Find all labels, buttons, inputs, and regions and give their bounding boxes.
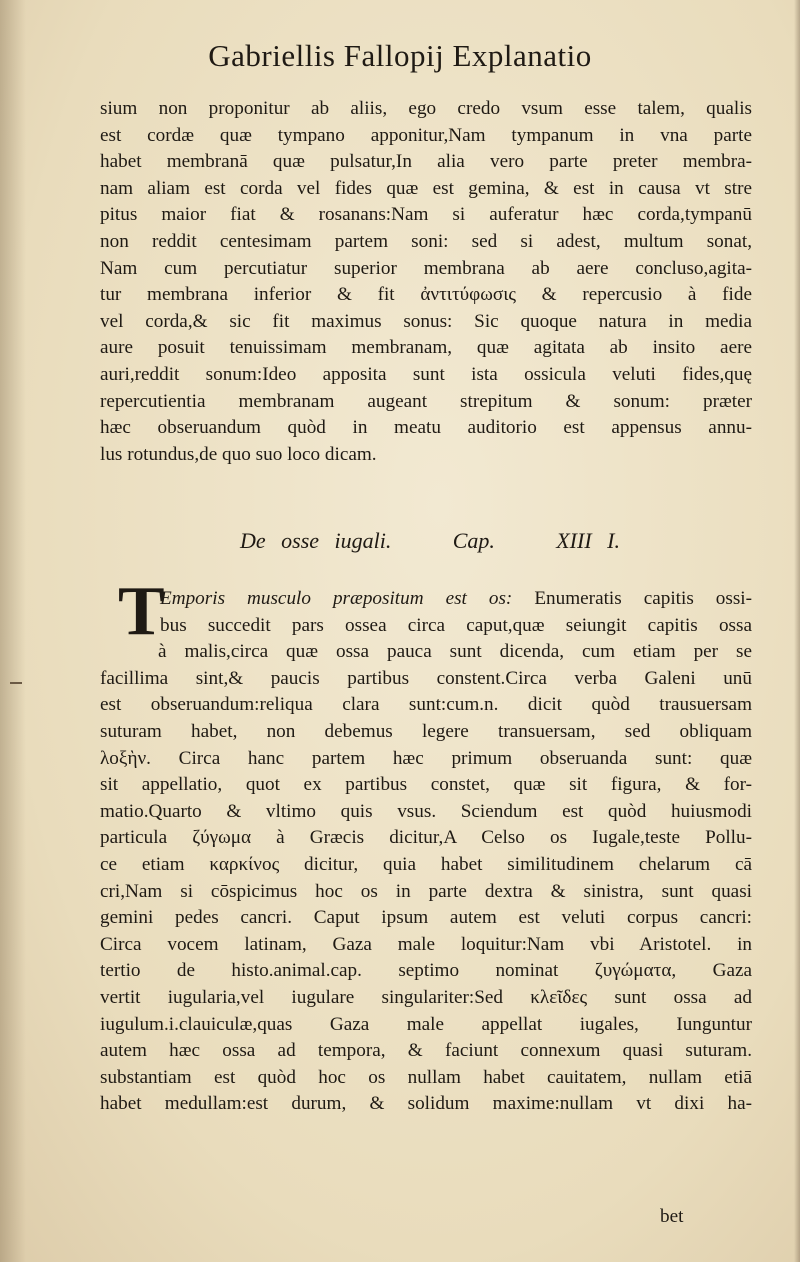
text-line: gemini pedes cancri. Caput ipsum autem est veluti corpus cancri: [100,907,752,929]
text-line: tur membrana inferior & fit ἀντιτύφωσις & repercusio à fide [100,284,752,306]
chapter-number: XIII I. [556,528,620,553]
chapter-title: De osse iugali. [240,528,392,553]
margin-mark [10,682,22,684]
text-line: hæc obseruandum quòd in meatu auditorio est appensus annu- [100,417,752,439]
text-line: repercutientia membranam augeant strepitum & sonum: præter [100,390,752,412]
text-line: auri,reddit sonum:Ideo apposita sunt ista ossicula veluti fides,quę [100,363,752,385]
text-line: bus succedit pars ossea circa caput,quæ seiungit capitis ossa [160,614,752,636]
text-line: facillima sint,& paucis partibus constent.Circa verba Galeni unū [100,667,752,689]
text-line: habet membranā quæ pulsatur,In alia vero parte preter membra- [100,151,752,173]
text-line: vertit iugularia,vel iugulare singulariter:Sed κλεῖδες sunt ossa ad [100,986,752,1008]
text-line: Nam cum percutiatur superior membrana ab aere concluso,agita- [100,257,752,279]
text-line: ce etiam καρκίνος dicitur, quia habet similitudinem chelarum cā [100,853,752,875]
lemma-continuation: Enumeratis capitis ossi- [534,588,753,609]
gutter-shadow [0,0,26,1262]
running-head: Gabriellis Fallopij Explanatio [208,38,592,73]
text-line: à malis,circa quæ ossa pauca sunt dicenda, cum etiam per se [158,641,752,663]
text-line: iugulum.i.clauiculæ,quas Gaza male appellat iugales, Iunguntur [100,1013,752,1035]
text-line: substantiam est quòd hoc os nullam habet cauitatem, nullam etiā [100,1066,752,1088]
text-line: sium non proponitur ab aliis, ego credo vsum esse talem, qualis [100,98,752,119]
paragraph-2 [100,586,752,1118]
text-line: aure posuit tenuissimam membranam, quæ agitata ab insito aere [100,337,752,359]
text-line: non reddit centesimam partem soni: sed si adest, multum sonat, [100,230,752,252]
lemma: Emporis musculo præpositum est os: [160,588,513,609]
text-line: particula ζύγωμα à Græcis dicitur,A Celso os Iugale,teste Pollu- [100,827,752,849]
text-line [100,586,752,613]
text-line: pitus maior fiat & rosanans:Nam si auferatur hæc corda,tympanū [100,204,752,226]
text-line: habet medullam:est durum, & solidum maxime:nullam vt dixi ha- [100,1093,752,1115]
text-line: est obseruandum:reliqua clara sunt:cum.n. dicit quòd trausuersam [100,694,752,716]
text-line: tertio de histo.animal.cap. septimo nominat ζυγώματα, Gaza [100,960,752,982]
text-line: suturam habet, non debemus legere transuersam, sed obliquam [100,720,752,742]
chapter-heading [240,528,620,554]
text-line: est cordæ quæ tympano apponitur,Nam tympanum in vna parte [100,124,752,146]
text-line: matio.Quarto & vltimo quis vsus. Sciendum est quòd huiusmodi [100,800,752,822]
chapter-cap-label: Cap. [452,528,495,553]
catchword: bet [660,1206,684,1227]
initial-capital: T [118,573,165,650]
text-line: Circa vocem latinam, Gaza male loquitur:Nam vbi Aristotel. in [100,933,752,955]
text-line: sit appellatio, quot ex partibus constet, quæ sit figura, & for- [100,774,752,796]
text-line: autem hæc ossa ad tempora, & faciunt connexum quasi suturam. [100,1040,752,1062]
page-edge [794,0,800,1262]
paragraph-1 [100,96,752,468]
paragraph-2-lines [100,613,752,1118]
text-line: cri,Nam si cōspicimus hoc os in parte dextra & sinistra, sunt quasi [100,880,752,902]
text-line: lus rotundus,de quo suo loco dicam. [100,443,377,465]
text-line: λοξὴν. Circa hanc partem hæc primum obseruanda sunt: quæ [100,747,752,769]
text-line: vel corda,& sic fit maximus sonus: Sic quoque natura in media [100,310,752,332]
text-line: nam aliam est corda vel fides quæ est gemina, & est in causa vt stre [100,177,752,199]
